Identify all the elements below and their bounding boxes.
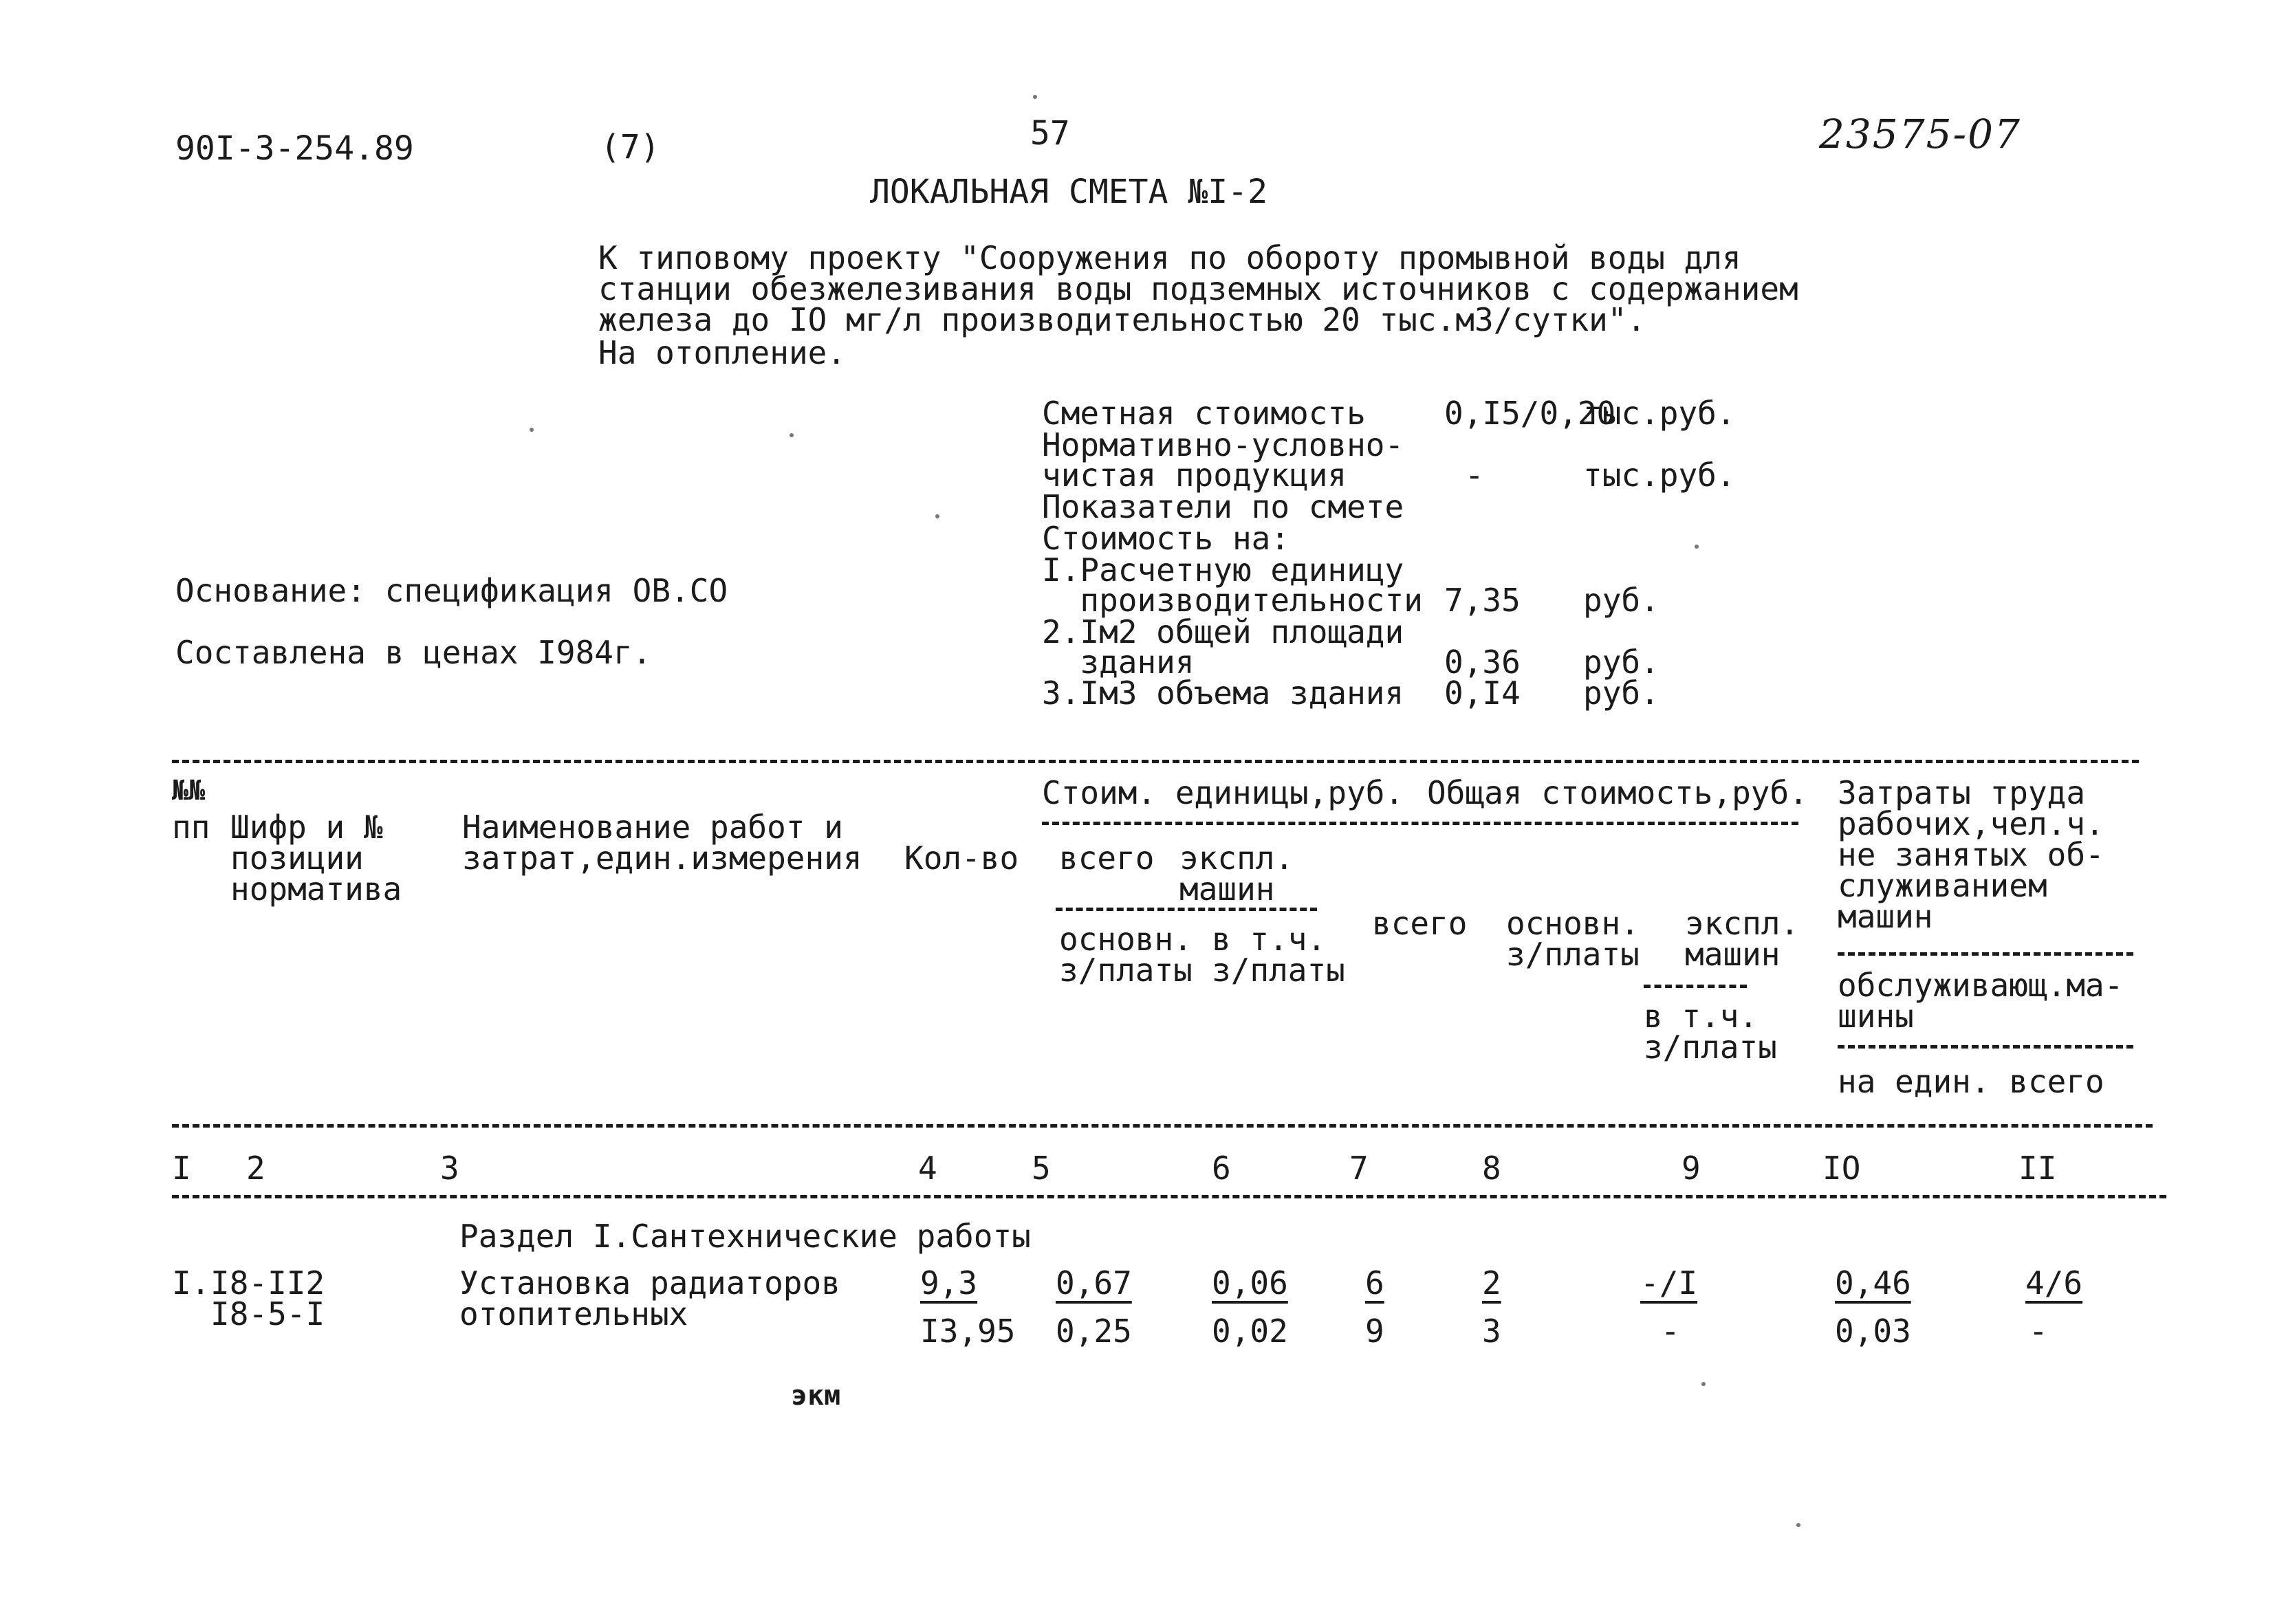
summary-unit: руб. [1583,582,1659,619]
total-cost-group-header: Общая стоимость,руб. [1427,774,1808,811]
basis-text: Основание: спецификация ОВ.СО [175,572,728,609]
summary-value: - [1465,457,1484,494]
row-labor-unit: 0,46 [1835,1264,1911,1302]
machine-rule [1644,985,1747,988]
col2-header: Шифр и № [230,809,383,846]
col9-header-top: машин [1685,936,1781,973]
labor-rule [1838,952,2133,956]
column-number-rule [172,1195,2166,1198]
summary-label: чистая продукция [1042,457,1347,494]
summary-label: здания [1042,644,1195,681]
description-line: К типовому проекту "Сооружения по обороту промывной воды для [598,239,1741,276]
col5-header-bottom: основн. [1059,921,1193,958]
page-number: 57 [1030,114,1070,153]
footer-mark: экм [791,1380,841,1412]
col2-header: позиции [230,840,364,877]
col6-header-bottom: в т.ч. [1212,921,1327,958]
labor-rule [1838,1045,2133,1049]
summary-label: Стоимость на: [1042,520,1290,557]
column-number: 9 [1681,1150,1701,1187]
column-number: 3 [440,1150,459,1187]
row-qty: I3,95 [920,1313,1016,1350]
col4-header: Кол-во [904,840,1019,877]
description-line: станции обезжелезивания воды подземных источников с содержанием [598,270,1798,307]
row-code: I8-5-I [210,1295,325,1332]
col2-header: норматива [230,870,402,908]
row-labor-total: 4/6 [2025,1264,2083,1302]
scan-speck [530,428,534,432]
column-number: 4 [918,1150,937,1187]
labor-header: машин [1838,898,1933,935]
summary-value: 7,35 [1444,582,1521,619]
row-total-basic: 2 [1482,1264,1501,1302]
row-total: 6 [1365,1264,1384,1302]
col9-header-bottom: в т.ч. [1644,998,1759,1035]
summary-value: 0,I4 [1444,674,1521,712]
row-labor-total: - [2029,1313,2048,1350]
summary-value: 0,I5/0,20 [1444,395,1616,432]
prices-text: Составлена в ценах I984г. [175,634,652,671]
labor-header: обслуживающ.ма- [1838,967,2124,1004]
row-total: 9 [1365,1313,1384,1350]
column-number: 8 [1482,1150,1501,1187]
col6-header-bottom: з/платы [1212,952,1345,989]
row-qty: 9,3 [920,1264,978,1302]
scan-speck [1701,1382,1706,1386]
header-bottom-rule [172,1124,2153,1128]
labor-header: рабочих,чел.ч. [1838,805,2104,842]
section-title: Раздел I.Сантехнические работы [459,1218,1031,1255]
inventory-number: 23575-07 [1819,111,2021,157]
col9-header-bottom: з/платы [1644,1029,1777,1066]
col5-header-bottom: з/платы [1059,952,1193,989]
row-code: I8-II2 [210,1264,325,1302]
summary-label: производительности [1042,582,1423,619]
labor-header: Затраты труда [1838,774,2086,811]
col1-header: пп [172,809,210,846]
col9-header-top: экспл. [1685,905,1800,942]
row-number: I. [172,1264,210,1302]
col6-header-top: экспл. [1179,840,1294,877]
column-number: 6 [1212,1150,1231,1187]
estimate-title: ЛОКАЛЬНАЯ СМЕТА №I-2 [870,173,1267,211]
description-line: железа до IO мг/л производительностью 20 тыс.м3/сутки". [598,301,1646,338]
summary-value: 0,36 [1444,644,1521,681]
column-number: I [172,1150,191,1187]
col3-header: затрат,един.измерения [462,840,862,877]
summary-label: 3.Iм3 объема здания [1042,674,1404,712]
summary-unit: тыс.руб. [1583,457,1736,494]
summary-label: Нормативно-условно- [1042,426,1404,463]
col8-header: основн. [1506,905,1640,942]
row-unit-total: 0,25 [1056,1313,1132,1350]
summary-unit: руб. [1583,644,1659,681]
summary-label: Показатели по смете [1042,488,1404,525]
col7-header: всего [1372,905,1468,942]
summary-unit: руб. [1583,674,1659,712]
column-number: 2 [246,1150,265,1187]
row-name: Установка радиаторов [459,1264,840,1302]
labor-header: служиванием [1838,867,2047,904]
scan-speck [1796,1523,1800,1527]
unit-cost-rule [1056,908,1317,911]
column-number: IO [1822,1150,1861,1187]
labor-header: на един. всего [1838,1063,2104,1100]
row-unit-machine: 0,06 [1212,1264,1288,1302]
row-total-machine: -/I [1640,1264,1698,1302]
labor-header: не занятых об- [1838,836,2104,873]
col6-header-top: машин [1179,870,1275,908]
column-number: 5 [1032,1150,1051,1187]
scan-speck [1033,95,1037,99]
scan-speck [935,514,939,518]
summary-label: 2.Iм2 общей площади [1042,613,1404,650]
summary-unit: тыс.руб. [1583,395,1736,432]
row-unit-total: 0,67 [1056,1264,1132,1302]
row-total-machine: - [1661,1313,1680,1350]
row-unit-machine: 0,02 [1212,1313,1288,1350]
group-rule [1042,822,1798,825]
row-total-basic: 3 [1482,1313,1501,1350]
col1-header: №№ [172,775,206,806]
summary-label: I.Расчетную единицу [1042,551,1404,589]
table-top-rule [172,760,2139,763]
description-line: На отопление. [598,334,847,371]
col8-header: з/платы [1506,936,1640,973]
sheet-number: (7) [600,128,660,166]
document-code: 90I-3-254.89 [175,129,414,168]
column-number: 7 [1349,1150,1369,1187]
col3-header: Наименование работ и [462,809,843,846]
col5-header-top: всего [1059,840,1155,877]
row-name: отопительных [459,1295,688,1332]
row-labor-unit: 0,03 [1835,1313,1911,1350]
column-number: II [2018,1150,2057,1187]
scan-speck [790,433,794,437]
unit-cost-group-header: Стоим. единицы,руб. [1042,774,1404,811]
labor-header: шины [1838,998,1914,1035]
summary-label: Сметная стоимость [1042,395,1366,432]
scan-speck [1695,545,1699,549]
